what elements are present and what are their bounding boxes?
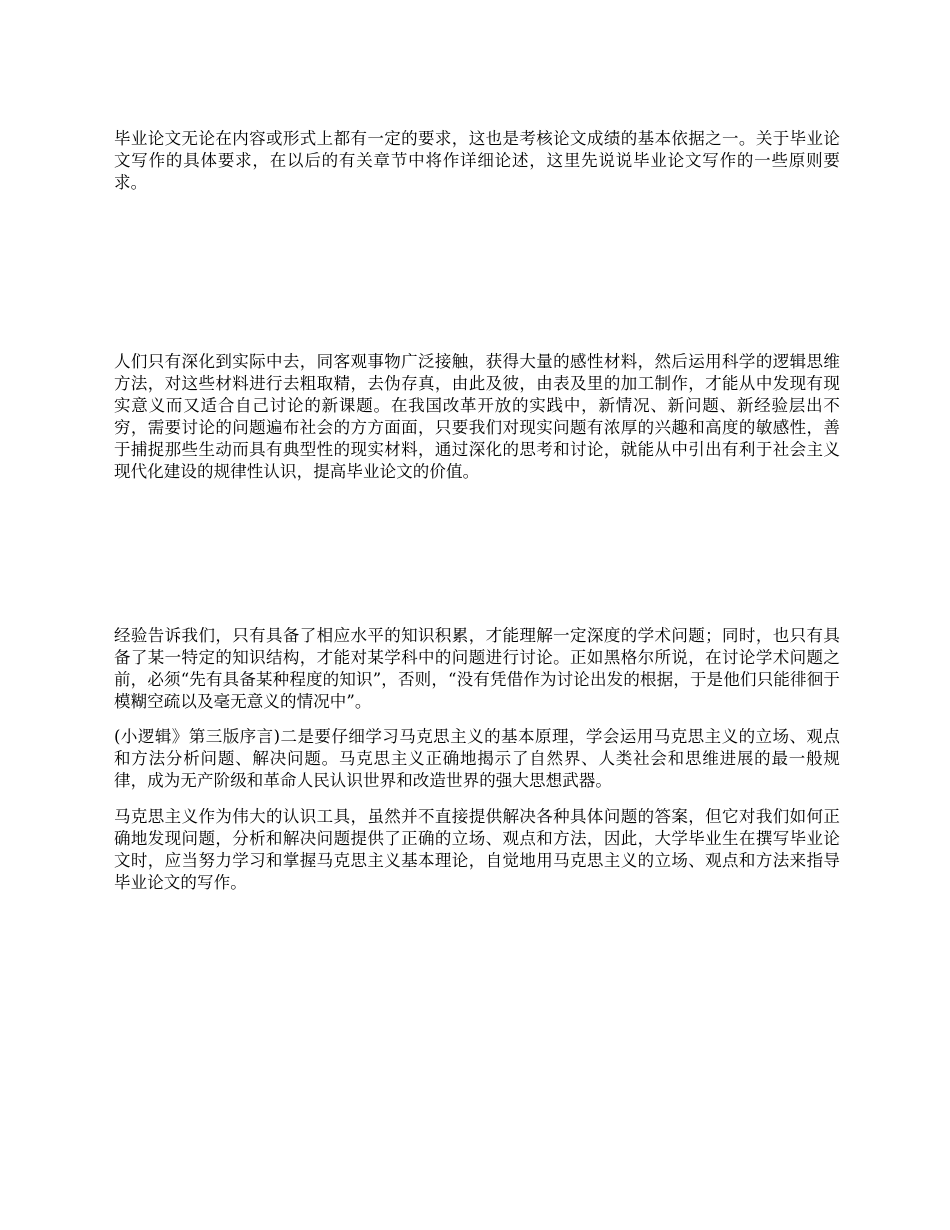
paragraph-marxist-principles: (小逻辑》第三版序言)二是要仔细学习马克思主义的基本原理，学会运用马克思主义的立场、观点和方法分析问题、解决问题。马克思主义正确地揭示了自然界、人类社会和思维进展的最一般规律，成为无产阶级和革命人民认识世界和改造世界的强大思想武器。 xyxy=(114,727,840,790)
paragraph-practice-research: 人们只有深化到实际中去，同客观事物广泛接触，获得大量的感性材料，然后运用科学的逻辑思维方法，对这些材料进行去粗取精，去伪存真，由此及彼，由表及里的加工制作，才能从中发现有现实意义而又适合自己讨论的新课题。在我国改革开放的实践中，新情况、新问题、新经验层出不穷，需要讨论的问题遍布社会的方方面面，只要我们对现实问题有浓厚的兴趣和高度的敏感性，善于捕捉那些生动而具有典型性的现实材料，通过深化的思考和讨论，就能从中引出有利于社会主义现代化建设的规律性认识，提高毕业论文的价值。 xyxy=(114,352,840,481)
paragraph-thesis-requirements: 毕业论文无论在内容或形式上都有一定的要求，这也是考核论文成绩的基本依据之一。关于毕业论文写作的具体要求，在以后的有关章节中将作详细论述，这里先说说毕业论文写作的一些原则要求。 xyxy=(114,129,840,192)
paragraph-marxism-as-tool: 马克思主义作为伟大的认识工具，虽然并不直接提供解决各种具体问题的答案，但它对我们如何正确地发现问题，分析和解决问题提供了正确的立场、观点和方法，因此，大学毕业生在撰写毕业论文时，应当努力学习和掌握马克思主义基本理论，自觉地用马克思主义的立场、观点和方法来指导毕业论文的写作。 xyxy=(114,807,840,892)
paragraph-knowledge-accumulation: 经验告诉我们，只有具备了相应水平的知识积累，才能理解一定深度的学术问题；同时，也只有具备了某一特定的知识结构，才能对某学科中的问题进行讨论。正如黑格尔所说，在讨论学术问题之前，必须“先有具备某种程度的知识”，否则，“没有凭借作为讨论出发的根据，于是他们只能徘徊于模糊空疏以及毫无意义的情况中”。 xyxy=(114,626,840,711)
